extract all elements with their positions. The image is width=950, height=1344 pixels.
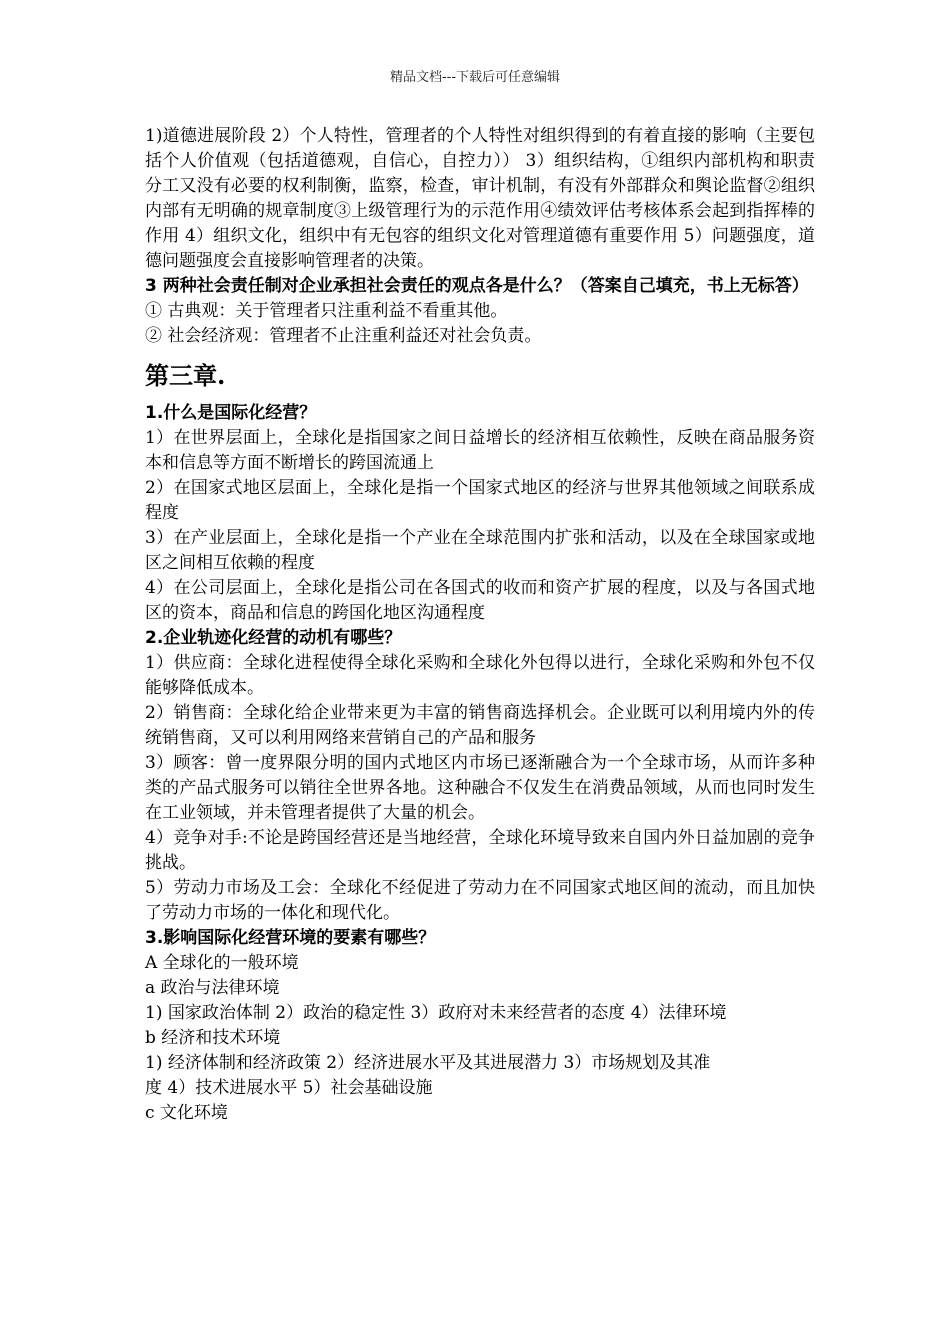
list-paragraph: 1) 国家政治体制 2）政治的稳定性 3）政府对未来经营者的态度 4）法律环境	[145, 1003, 727, 1023]
question-heading: 2.企业轨迹化经营的动机有哪些？	[145, 628, 402, 648]
paragraph: b 经济和技术环境	[145, 1028, 281, 1048]
paragraph: 2）在国家式地区层面上，全球化是指一个国家式地区的经济与世界其他领域之间联系成程度	[145, 478, 815, 523]
paragraph: 3）顾客：曾一度界限分明的国内式地区内市场已逐渐融合为一个全球市场，从而许多种类的产品式服务可以销往全世界各地。这种融合不仅发生在消费品领域，从而也同时发生在工业领域，并未管理者提供了大量的机会。	[145, 753, 815, 823]
paragraph: 1）供应商：全球化进程使得全球化采购和全球化外包得以进行，全球化采购和外包不仅能够降低成本。	[145, 653, 815, 698]
paragraph: 3）在产业层面上，全球化是指一个产业在全球范围内扩张和活动，以及在全球国家或地区之间相互依赖的程度	[145, 528, 815, 573]
paragraph: ② 社会经济观：管理者不止注重利益还对社会负责。	[145, 326, 542, 346]
paragraph: ① 古典观：关于管理者只注重利益不看重其他。	[145, 301, 508, 321]
question-heading: 3 两种社会责任制对企业承担社会责任的观点各是什么？（答案自己填充，书上无标答）	[145, 276, 809, 296]
paragraph: 2）销售商：全球化给企业带来更为丰富的销售商选择机会。企业既可以利用境内外的传统销售商，又可以利用网络来营销自己的产品和服务	[145, 703, 815, 748]
paragraph: 1）在世界层面上，全球化是指国家之间日益增长的经济相互依赖性，反映在商品服务资本和信息等方面不断增长的跨国流通上	[145, 428, 815, 473]
page-header: 精品文档---下载后可任意编辑	[389, 70, 561, 85]
paragraph: c 文化环境	[145, 1103, 228, 1123]
question-heading: 3.影响国际化经营环境的要素有哪些？	[145, 928, 436, 948]
document-body	[145, 124, 815, 1126]
paragraph: 4）在公司层面上，全球化是指公司在各国式的收而和资产扩展的程度，以及与各国式地区的资本，商品和信息的跨国化地区沟通程度	[145, 578, 815, 623]
paragraph: 1)道德进展阶段 2）个人特性，管理者的个人特性对组织得到的有着直接的影响（主要包括个人价值观（包括道德观，自信心，自控力）） 3）组织结构，①组织内部机构和职责分工又没有必要的权利制衡，监察，检查，审计机制，有没有外部群众和舆论监督②组织内部有无明确的规章制度③上级管理行为的示范作用④绩效评估考核体系会起到指挥棒的作用 4）组织文化，组织中有无包容的组织文化对管理道德有重要作用 5）问题强度，道德问题强度会直接影响管理者的决策。	[145, 126, 815, 271]
chapter-heading: 第三章.	[145, 361, 226, 390]
paragraph: 5）劳动力市场及工会：全球化不经促进了劳动力在不同国家式地区间的流动，而且加快了劳动力市场的一体化和现代化。	[145, 878, 815, 923]
paragraph: 4）竞争对手:不论是跨国经营还是当地经营，全球化环境导致来自国内外日益加剧的竞争挑战。	[145, 828, 815, 873]
paragraph: a 政治与法律环境	[145, 978, 280, 998]
question-heading: 1.什么是国际化经营？	[145, 403, 317, 423]
list-paragraph: 1) 经济体制和经济政策 2）经济进展水平及其进展潜力 3）市场规划及其准	[145, 1053, 711, 1073]
paragraph: 度 4）技术进展水平 5）社会基础设施	[145, 1078, 433, 1098]
paragraph: A 全球化的一般环境	[145, 953, 299, 973]
